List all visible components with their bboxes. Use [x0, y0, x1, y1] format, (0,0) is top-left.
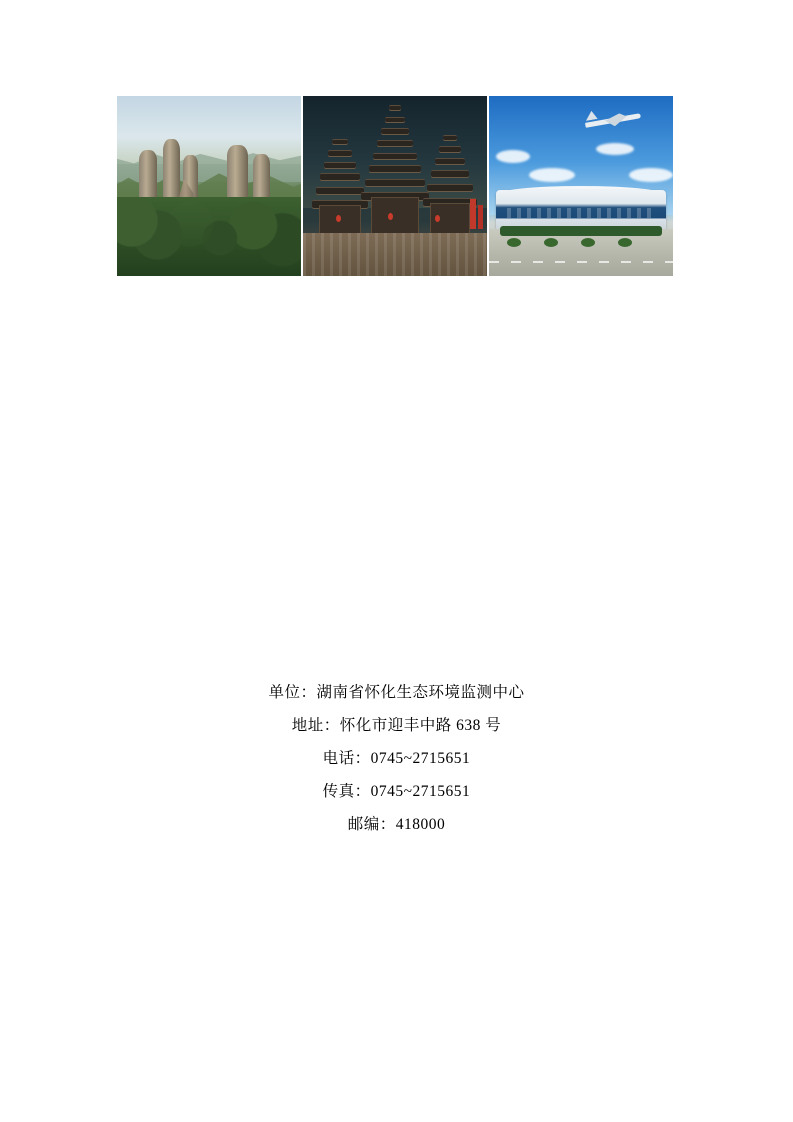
cloud-shape	[629, 168, 673, 182]
photo-band	[117, 96, 675, 276]
cloud-shape	[596, 143, 634, 155]
lantern-decoration	[388, 213, 393, 220]
dong-drum-tower-photo	[303, 96, 487, 276]
apron-pavement	[489, 229, 673, 276]
contact-line-unit: 单位：湖南省怀化生态环境监测中心	[268, 684, 525, 701]
airport-terminal-photo	[489, 96, 673, 276]
contact-block	[0, 676, 793, 841]
contact-line-phone: 电话：0745~2715651	[322, 750, 471, 767]
plaza-ground	[303, 233, 487, 276]
contact-line-postcode: 邮编：418000	[347, 816, 446, 833]
road-marking	[489, 261, 673, 263]
red-flag	[470, 199, 476, 229]
airplane-icon	[585, 114, 641, 126]
forest-canopy	[117, 197, 301, 276]
danxia-landscape-photo	[117, 96, 301, 276]
red-flag	[478, 205, 483, 229]
terminal-building	[496, 190, 665, 230]
contact-line-fax: 传真：0745~2715651	[322, 783, 471, 800]
hedge-row	[500, 226, 662, 237]
contact-line-address: 地址：怀化市迎丰中路 638 号	[291, 717, 502, 734]
